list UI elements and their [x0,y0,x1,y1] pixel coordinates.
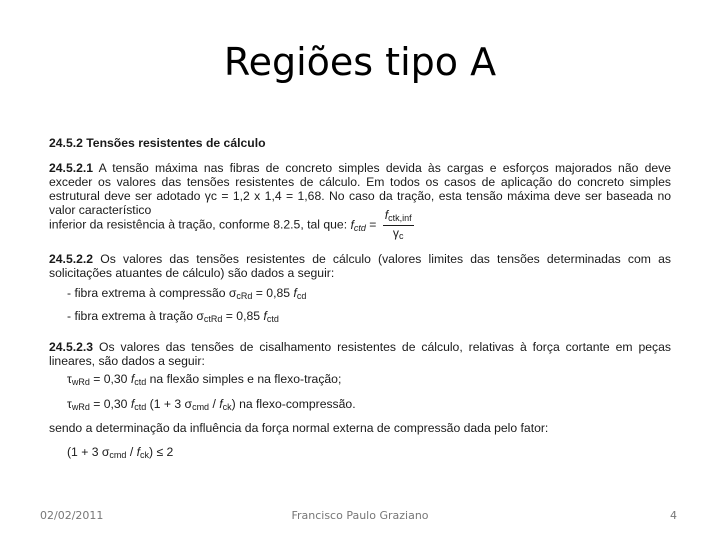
slide-title: Regiões tipo A [223,40,497,84]
clause-number: 24.5.2.3 [49,340,94,354]
formula-line: inferior da resistência à tração, conforme 8.2.5, tal que: $f_{ctd}$ = $\frac{f_{ctk,inf}}{\gamma_c}$ [49,208,412,241]
footer-page-number: 4 [670,509,677,522]
bullet-traction: - fibra extrema à tração $\sigma_{ctRd} = 0,85$ $f_{ctd}$ [67,309,279,324]
equation-shear-2: $\tau_{wRd} = 0,30$ $f_{ctd}$ (1 + 3 $\sigma_{cmd} / f_{ck}$) na flexo-compressão. [67,397,356,412]
formula-lhs: $f_{ctd}$ [350,217,366,233]
paragraph-24-5-2-2 [49,252,671,280]
clause-number: 24.5.2.2 [49,252,94,266]
paragraph-text: A tensão máxima nas fibras de concreto simples devida às cargas e esforços majorados não deve exceder os valores das tensões resistentes de cálculo. Em todos os casos de aplicação do concreto simples estrutural deve ser adotado γc = 1,2 x 1,4 = 1,68. No caso da tração, esta tensão máxima deve ser baseada no valor característico [49,161,671,217]
section-heading: 24.5.2 Tensões resistentes de cálculo [49,136,266,150]
footer-author: Francisco Paulo Graziano [291,509,429,522]
footer-date: 02/02/2011 [40,509,104,522]
equation-shear-1: $\tau_{wRd} = 0,30$ $f_{ctd}$ na flexão simples e na flexo-tração; [67,372,342,387]
paragraph-text-end: inferior da resistência à tração, conforme 8.2.5, tal que: [49,217,348,232]
bullet-compression: - fibra extrema à compressão $\sigma_{cRd} = 0,85$ $f_{cd}$ [67,286,307,301]
paragraph-text: Os valores das tensões resistentes de cálculo (valores limites das tensões determinadas com as solicitações atuantes de cálculo) são dados a seguir: [49,252,671,280]
clause-number: 24.5.2.1 [49,161,94,175]
paragraph-factor: sendo a determinação da influência da força normal externa de compressão dada pelo fator: [49,421,549,435]
equation-factor: (1 + 3 $\sigma_{cmd} / f_{ck}) \le 2$ [67,445,174,460]
formula-fraction: $\frac{f_{ctk,inf}}{\gamma_c}$ [384,208,412,241]
paragraph-text: Os valores das tensões de cisalhamento resistentes de cálculo, relativas à força cortante em peças lineares, são dados a seguir: [49,340,671,368]
paragraph-24-5-2-3 [49,340,671,368]
